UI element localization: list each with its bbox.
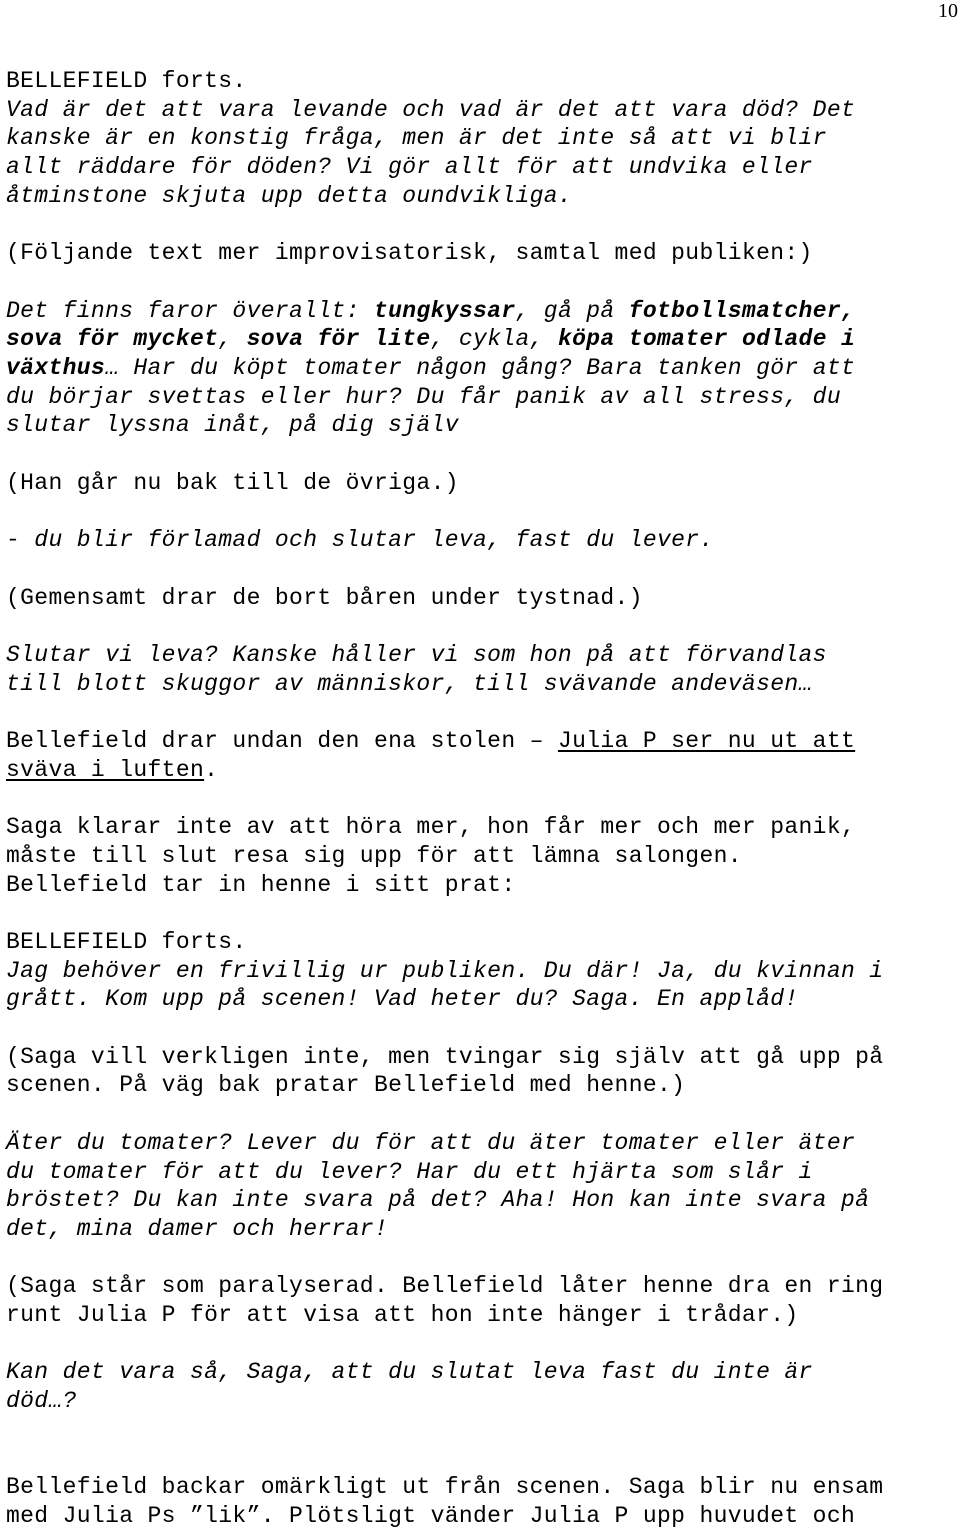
dialogue-line: Slutar vi leva? Kanske håller vi som hon på att förvandlas (6, 641, 827, 668)
stage-direction: runt Julia P för att visa att hon inte hänger i trådar.) (6, 1302, 799, 1329)
dialogue-line: åtminstone skjuta upp detta oundvikliga. (6, 182, 573, 209)
dialogue-text: … Har du köpt tomater någon gång? Bara tanken gör att (105, 355, 856, 381)
dialogue-line: det, mina damer och herrar! (6, 1215, 389, 1242)
action-line: med Julia Ps ”lik”. Plötsligt vänder Julia P upp huvudet och (6, 1502, 856, 1529)
dialogue-line: allt räddare för döden? Vi gör allt för att undvika eller (6, 154, 813, 181)
manuscript-page (6, 67, 956, 1531)
action-line: Bellefield backar omärkligt ut från scenen. Saga blir nu ensam (6, 1474, 884, 1501)
dialogue-text: , gå på (515, 297, 629, 324)
action-paragraph (6, 1473, 956, 1530)
stage-direction: (Han går nu bak till de övriga.) (6, 469, 459, 496)
dialogue-line: kanske är en konstig fråga, men är det inte så att vi blir (6, 125, 827, 152)
dialogue-line: till blott skuggor av människor, till svävande andeväsen… (6, 670, 813, 697)
bellefield-dangers-speech (6, 297, 956, 441)
action-line: Saga klarar inte av att höra mer, hon får mer och mer panik, (6, 814, 856, 841)
speaker-heading: BELLEFIELD forts. (6, 68, 247, 94)
dialogue-line (6, 354, 956, 383)
dialogue-text: , cykla, (430, 326, 558, 353)
emphasis-text: fotbollsmatcher, (628, 297, 856, 324)
action-paragraph (6, 813, 956, 899)
action-line (6, 727, 956, 756)
action-line (6, 756, 956, 785)
bellefield-speech-5 (6, 1358, 956, 1415)
action-text: Bellefield drar undan den ena stolen – (6, 728, 558, 755)
action-text: . (204, 756, 219, 783)
dialogue-line: grått. Kom upp på scenen! Vad heter du? Saga. En applåd! (6, 986, 799, 1013)
page-number: 10 (938, 0, 958, 22)
dialogue-line (6, 325, 956, 354)
emphasis-text: växthus (6, 355, 106, 381)
bellefield-speech-1 (6, 67, 956, 211)
dialogue-line (6, 297, 956, 326)
dialogue-text: , (218, 326, 247, 353)
emphasis-text: sova för mycket (6, 326, 219, 353)
bellefield-speech-3 (6, 928, 956, 1014)
action-line: Bellefield tar in henne i sitt prat: (6, 871, 516, 898)
action-line: måste till slut resa sig upp för att lämna salongen. (6, 842, 742, 869)
emphasis-text: tungkyssar (373, 297, 516, 324)
dialogue-line: du tomater för att du lever? Har du ett hjärta som slår i (6, 1158, 813, 1185)
dialogue-line: - du blir förlamad och slutar leva, fast du lever. (6, 527, 714, 554)
dialogue-line: död…? (6, 1388, 77, 1415)
stage-direction: (Saga står som paralyserad. Bellefield låter henne dra en ring (6, 1273, 884, 1300)
dialogue-line: Äter du tomater? Lever du för att du äter tomater eller äter (6, 1129, 856, 1156)
action-paragraph (6, 727, 956, 784)
dialogue-line: Vad är det att vara levande och vad är det att vara död? Det (6, 96, 856, 123)
stage-direction: scenen. På väg bak pratar Bellefield med henne.) (6, 1072, 686, 1099)
emphasis-text: sova för lite (246, 326, 431, 353)
bellefield-speech-4 (6, 1129, 956, 1244)
stage-direction-block (6, 1272, 956, 1329)
dialogue-line: slutar lyssna inåt, på dig själv (6, 412, 459, 439)
stage-direction: (Saga vill verkligen inte, men tvingar sig själv att gå upp på (6, 1043, 884, 1070)
stage-direction: (Följande text mer improvisatorisk, samtal med publiken:) (6, 240, 813, 267)
dialogue-line: du börjar svettas eller hur? Du får panik av all stress, du (6, 383, 841, 410)
stage-direction: (Gemensamt drar de bort båren under tystnad.) (6, 584, 643, 611)
dialogue-line: Jag behöver en frivillig ur publiken. Du där! Ja, du kvinnan i (6, 957, 884, 984)
underlined-text: Julia P ser nu ut att (557, 728, 856, 755)
emphasis-text: köpa tomater odlade i (557, 326, 856, 353)
dialogue-text: Det finns faror överallt: (6, 297, 374, 324)
stage-direction-block (6, 1043, 956, 1100)
speaker-heading: BELLEFIELD forts. (6, 928, 247, 955)
underlined-text: sväva i luften (6, 756, 205, 783)
dialogue-line: bröstet? Du kan inte svara på det? Aha! Hon kan inte svara på (6, 1187, 870, 1214)
bellefield-speech-2 (6, 641, 956, 698)
dialogue-line: Kan det vara så, Saga, att du slutat leva fast du inte är (6, 1359, 813, 1386)
